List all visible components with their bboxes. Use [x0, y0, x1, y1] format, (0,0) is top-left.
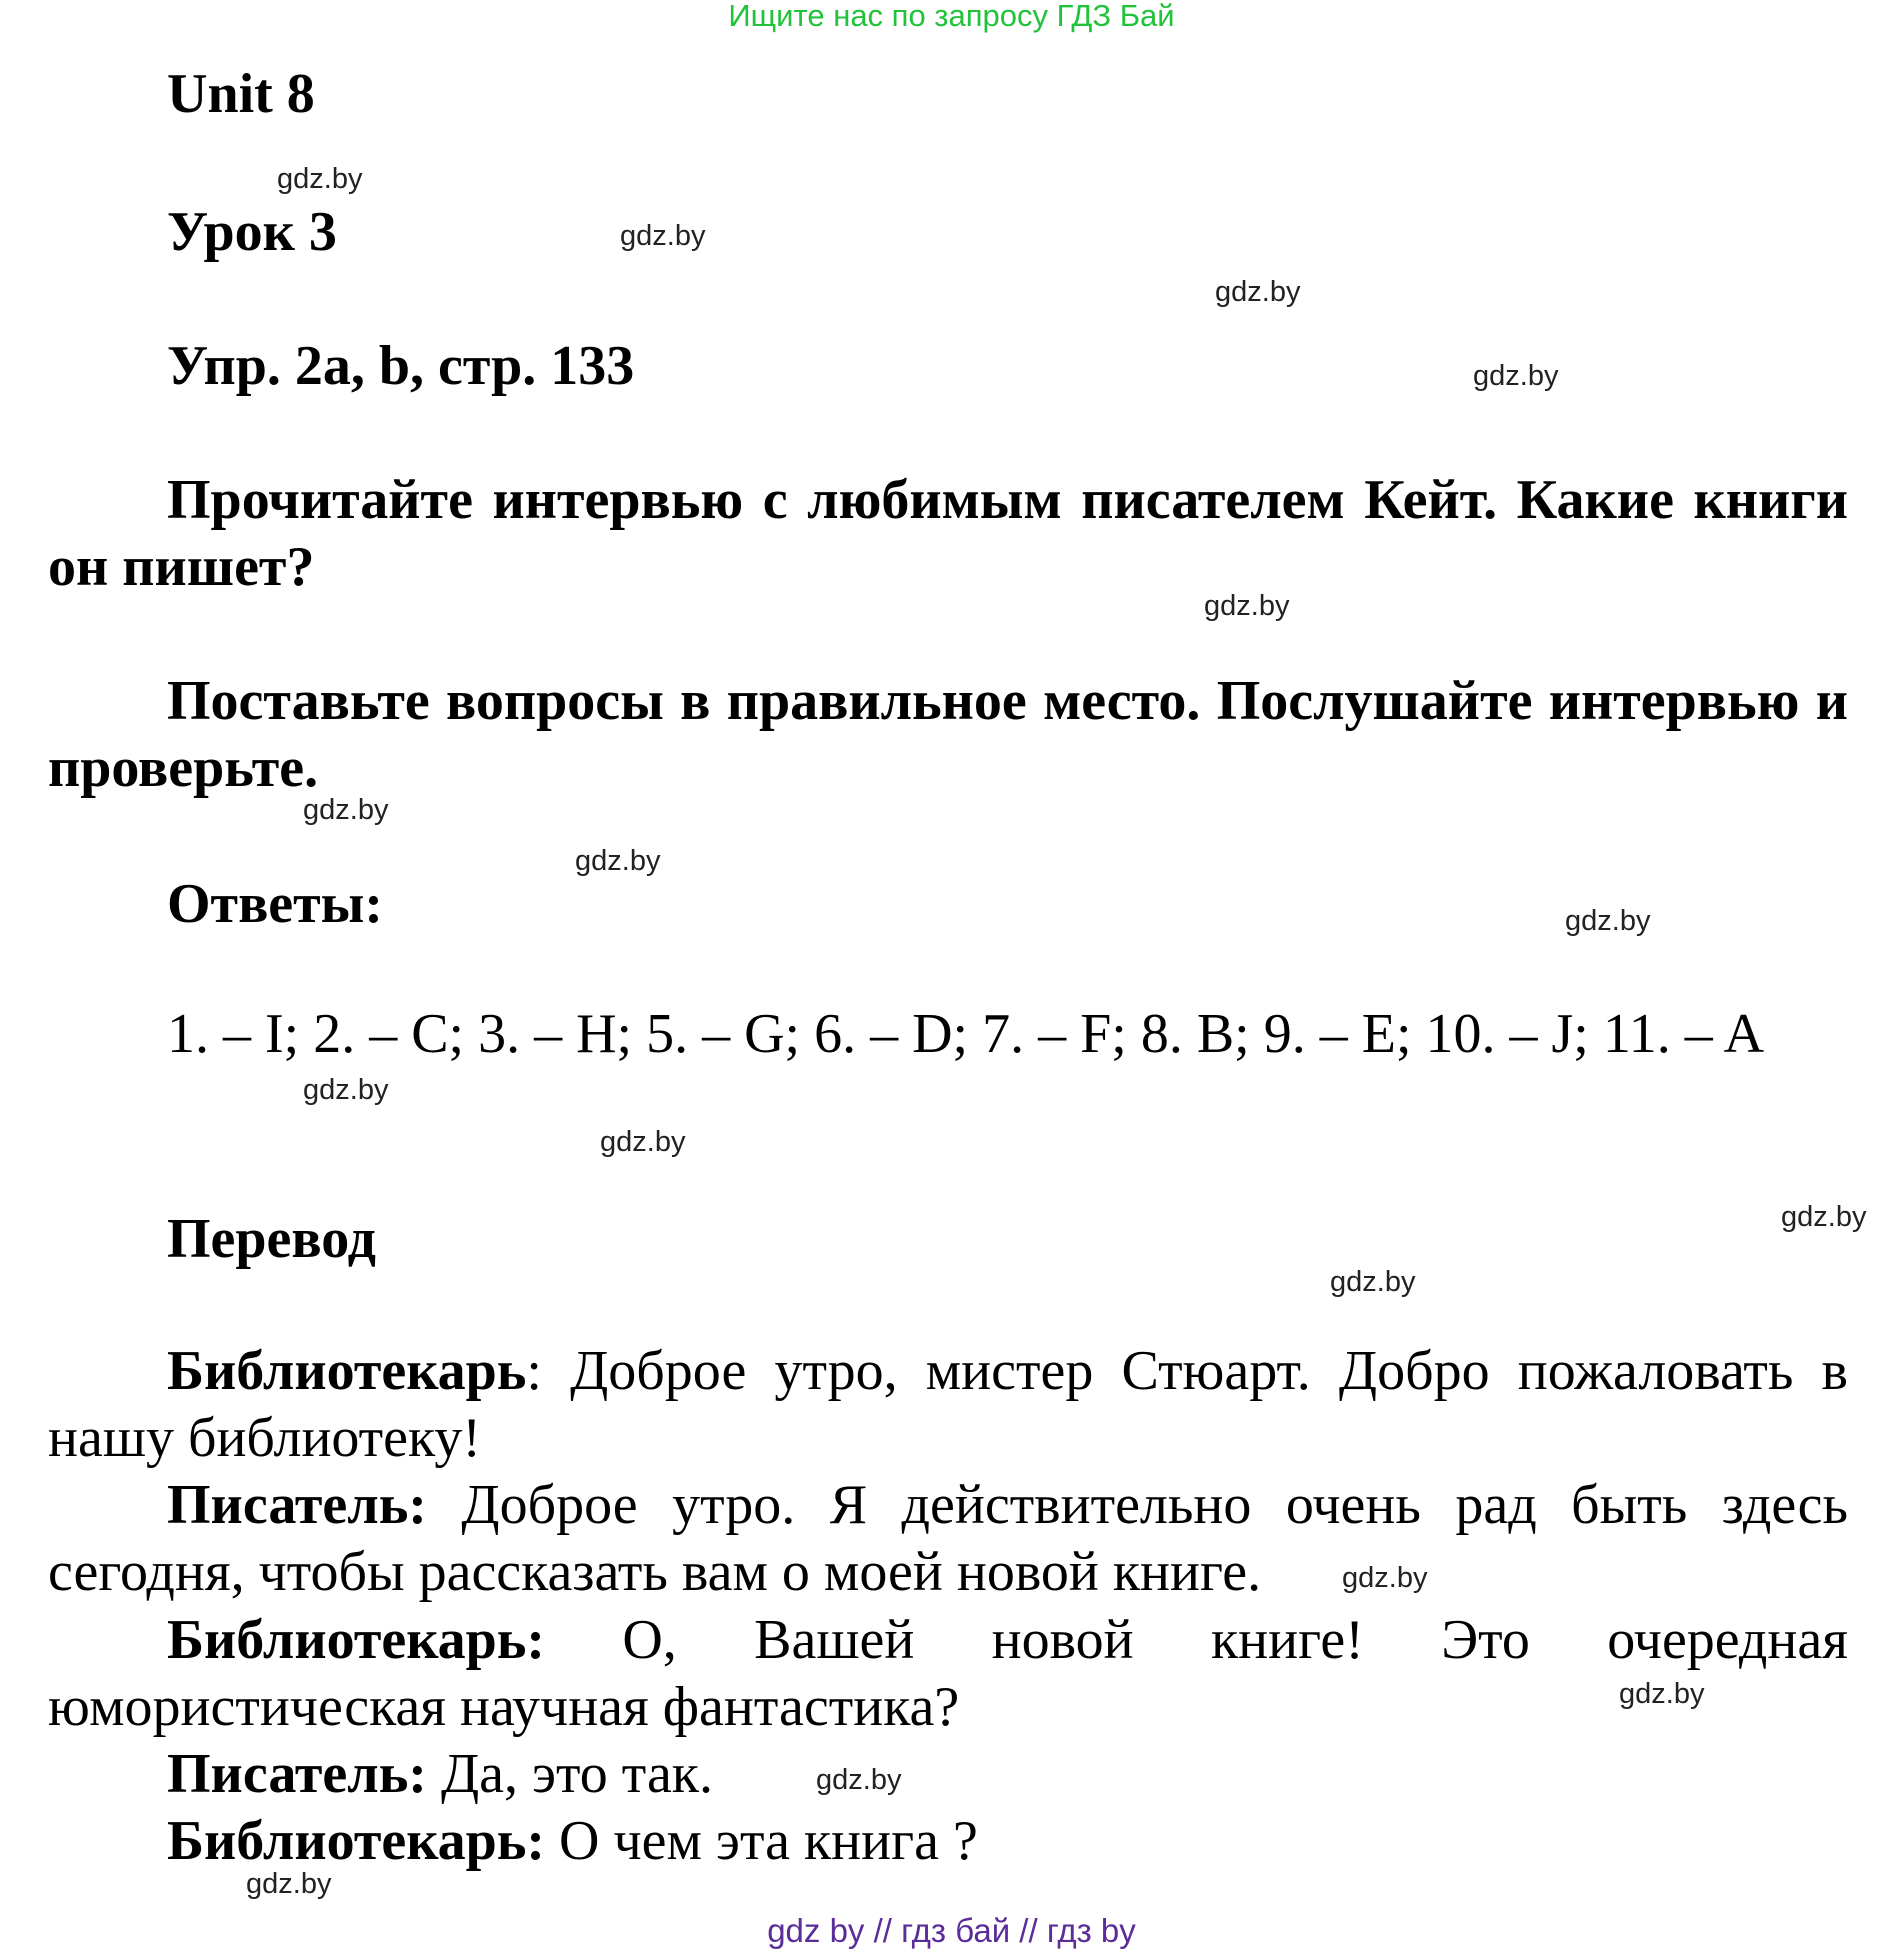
- watermark: gdz.by: [1473, 360, 1559, 392]
- dialogue-line: [48, 1741, 1848, 1808]
- watermark: gdz.by: [816, 1764, 902, 1796]
- watermark: gdz.by: [575, 845, 661, 877]
- dialogue-line: [48, 1338, 1848, 1472]
- speaker-name: Библиотекарь:: [167, 1609, 546, 1671]
- watermark: gdz.by: [246, 1868, 332, 1900]
- footer-links: gdz by // гдз бай // гдз by: [767, 1912, 1136, 1949]
- watermark: gdz.by: [1330, 1266, 1416, 1298]
- watermark: gdz.by: [1204, 590, 1290, 622]
- watermark: gdz.by: [1342, 1562, 1428, 1594]
- translation-heading: Перевод: [167, 1208, 376, 1270]
- dialogue-text: Да, это так.: [426, 1743, 714, 1805]
- watermark: gdz.by: [620, 220, 706, 252]
- watermark: gdz.by: [600, 1126, 686, 1158]
- answers-text: 1. – I; 2. – C; 3. – H; 5. – G; 6. – D; 7. – F; 8. B; 9. – E; 10. – J; 11. – A: [167, 1003, 1765, 1065]
- unit-title: Unit 8: [167, 63, 315, 125]
- lesson-title: Урок 3: [167, 201, 337, 263]
- dialogue-line: [48, 1808, 1848, 1875]
- answers-heading: Ответы:: [167, 873, 384, 935]
- speaker-name: Писатель:: [167, 1474, 427, 1536]
- exercise-title: Упр. 2a, b, стр. 133: [167, 335, 635, 397]
- task-2-text: Поставьте вопросы в правильное место. Послушайте интервью и проверьте.: [48, 670, 1848, 799]
- task-1-text: Прочитайте интервью с любимым писателем Кейт. Какие книги он пишет?: [48, 469, 1848, 598]
- dialogue-line: [48, 1472, 1848, 1606]
- watermark: gdz.by: [1565, 905, 1651, 937]
- watermark: gdz.by: [303, 794, 389, 826]
- watermark: gdz.by: [1619, 1678, 1705, 1710]
- speaker-name: Библиотекарь: [167, 1340, 527, 1402]
- watermark: gdz.by: [1215, 276, 1301, 308]
- dialogue-text: Доброе утро. Я действительно очень рад быть здесь сегодня, чтобы рассказать вам о моей новой книге.: [48, 1474, 1848, 1603]
- dialogue-text: О, Вашей новой книге! Это очередная юмористическая научная фантастика?: [48, 1609, 1848, 1738]
- speaker-name: Библиотекарь:: [167, 1810, 546, 1872]
- watermark: gdz.by: [303, 1074, 389, 1106]
- dialogue-text: Доброе утро, мистер Стюарт. Добро пожаловать в нашу библиотеку!: [48, 1340, 1848, 1469]
- dialogue-text: О чем эта книга ?: [545, 1810, 978, 1872]
- dialogue-line: [48, 1607, 1848, 1741]
- speaker-separator: :: [526, 1340, 542, 1402]
- watermark: gdz.by: [277, 163, 363, 195]
- watermark: gdz.by: [1781, 1201, 1867, 1233]
- top-banner: Ищите нас по запросу ГДЗ Бай: [728, 0, 1175, 33]
- speaker-name: Писатель:: [167, 1743, 427, 1805]
